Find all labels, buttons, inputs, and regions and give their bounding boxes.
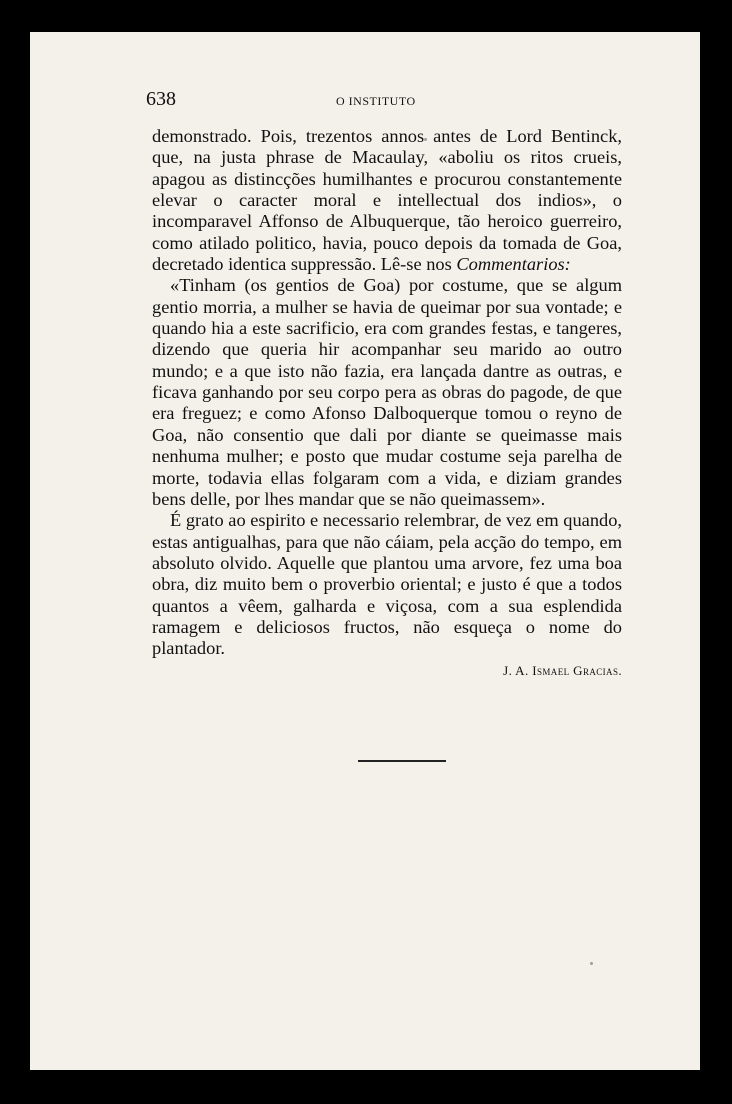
paper-speck — [570, 372, 573, 375]
page-number: 638 — [146, 88, 176, 110]
running-title: O INSTITUTO — [336, 94, 416, 108]
paragraph-1 — [152, 126, 622, 275]
section-divider — [358, 760, 446, 762]
page-header — [146, 88, 646, 112]
paragraph-3: É grato ao espirito e necessario relembrar, de vez em quando, estas antigualhas, para que não cáiam, pela acção do tempo, em absoluto olvido. Aquelle que plantou uma arvore, fez uma boa obra, diz muito bem o proverbio oriental; e justo é que a todos quantos a vêem, galharda e viçosa, com a sua esplendida ramagem e deliciosos fructos, não esqueça o nome do plantador. — [152, 510, 622, 659]
paper-speck — [424, 138, 427, 141]
commentarios-title: Commentarios: — [456, 254, 571, 275]
document-page — [30, 32, 700, 1070]
paragraph-1-text: demonstrado. Pois, trezentos annos antes de Lord Bentinck, que, na justa phrase de Macaulay, «aboliu os ritos crueis, apagou as distincções humilhantes e procurou constantemente elevar o caracter moral e intellectual dos indios», o incomparavel Affonso de Albuquerque, tão heroico guerreiro, como atilado politico, havia, pouco depois da tomada de Goa, decretado identica suppressão. Lê-se nos — [152, 126, 622, 275]
article-text — [152, 126, 622, 681]
author-signature: J. A. Ismael Gracias. — [503, 662, 622, 678]
paper-speck — [590, 962, 593, 965]
quotation-paragraph: «Tinham (os gentios de Goa) por costume, que se algum gentio morria, a mulher se havia de queimar por sua vontade; e quando hia a este sacrificio, era com grandes festas, e tangeres, dizendo que queria hir acompanhar seu marido ao outro mundo; e a que isto não fazia, era lançada dantre as outras, e ficava ganhando por seu corpo pera as obras do pagode, de que era freguez; e como Afonso Dalboquerque tomou o reyno de Goa, não consentio que dali por diante se queimasse mais nenhuma mulher; e posto que mudar costume seja parelha de morte, todavia ellas folgaram com a vida, e diziam grandes bens delle, por lhes mandar que se não queimassem». — [152, 275, 622, 509]
